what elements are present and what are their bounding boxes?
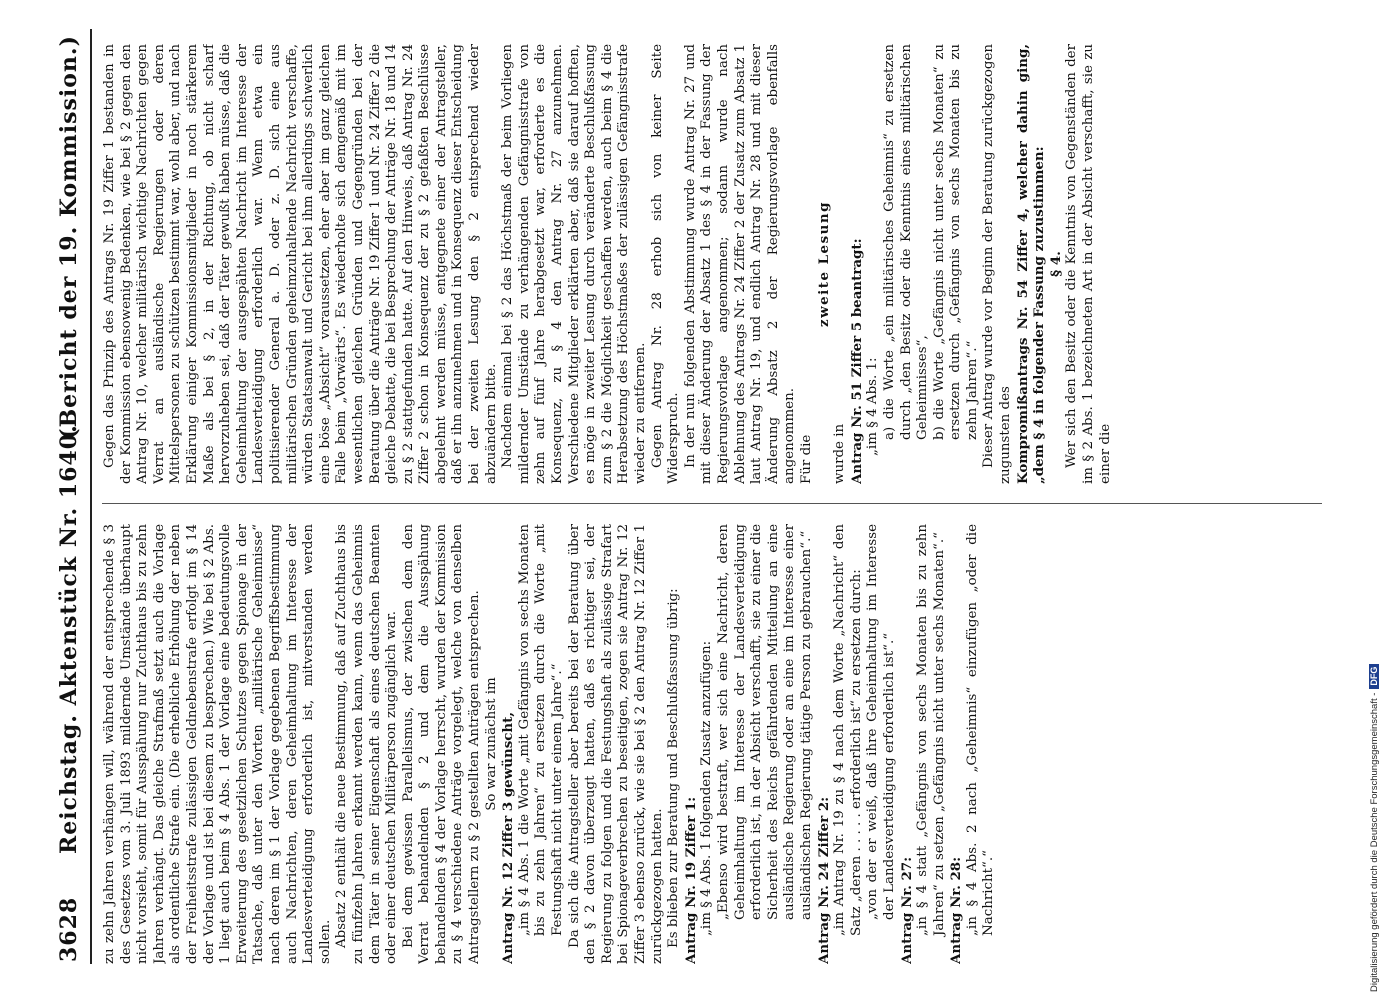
- motion-quote: a) die Worte „ein militärisches Geheimnis“ zu ersetzen durch „den Besitz oder die Kenntnis eines militärischen Geheimnisses“,: [881, 44, 931, 440]
- digitization-text: Digitalisierung gefördert durch die Deutsche Forschungsgemeinschaft -: [1369, 692, 1380, 992]
- paragraph: In der nun folgenden Abstimmung wurde Antrag Nr. 27 und mit dieser Änderung der Absatz 1 des § 4 in der Fassung der Regierungsvorlage angenommen; sodann wurde nach Ablehnung des Antrags Nr. 24 Ziffer 2 der Zusatz zum Absatz 1 laut Antrag Nr. 19, und endlich Antrag Nr. 28 und mit dieser Änderung Absatz 2 der Regierungsvorlage ebenfalls angenommen.: [682, 44, 798, 484]
- paragraph: Wer sich den Besitz oder die Kenntnis von Gegenständen der im § 2 Abs. 1 bezeichneten Art in der Absicht verschafft, sie zu einer die: [1064, 44, 1113, 484]
- motion-heading: Kompromißantrags Nr. 54 Ziffer 4, welcher dahin ging, „dem § 4 in folgender Fassung zuzustimmen:: [1014, 44, 1048, 484]
- paragraph: Es blieben zur Beratung und Beschlußfassung übrig:: [666, 588, 682, 948]
- page-header: [50, 29, 92, 964]
- section-number: § 4.: [1047, 251, 1064, 277]
- dfg-logo: DFG: [1369, 664, 1379, 689]
- motion-heading: Antrag Nr. 28:: [948, 856, 965, 964]
- document-page: [50, 29, 1333, 964]
- section-heading: zweite Lesung: [815, 201, 832, 327]
- motion-heading: Antrag Nr. 12 Ziffer 3 gewünscht,: [500, 712, 517, 964]
- motion-quote: „Ebenso wird bestraft, wer sich eine Nachricht, deren Geheimhaltung im Interesse der Landesverteidigung erforderlich ist, in der Absicht verschafft, sie zu einer die Sicherheit des Reichs gefährdenden Mitteilung an eine ausländische Regierung oder an eine im Interesse einer ausländischen Regierung tätige Person zu gebrauchen“.“: [715, 524, 814, 920]
- paragraph: wurde in: [832, 423, 848, 484]
- motion-quote: „von der er weiß, daß ihre Geheimhaltung im Interesse der Landesverteidigung erforderlich ist“.“: [865, 524, 897, 920]
- column-divider: [102, 503, 1322, 504]
- motion-quote: „im Antrag Nr. 19 zu § 4 nach dem Worte „Nachricht“ den Satz „deren . . . . . erforderlich ist“ zu ersetzen durch:: [832, 524, 864, 936]
- motion-heading: Antrag Nr. 27:: [898, 856, 915, 964]
- paragraph: Für die: [798, 434, 814, 484]
- motion-heading: Antrag Nr. 19 Ziffer 1:: [682, 796, 699, 964]
- motion-heading: Antrag Nr. 51 Ziffer 5 beantragt:: [848, 238, 865, 484]
- paragraph: Gegen Antrag Nr. 28 erhob sich von keiner Seite Widerspruch.: [649, 44, 682, 484]
- digitization-note: [1369, 2, 1381, 992]
- motion-heading: Antrag Nr. 24 Ziffer 2:: [815, 796, 832, 964]
- motion-quote: „im § 4 Abs. 1 folgenden Zusatz anzufügen:: [699, 640, 715, 936]
- paragraph: Da sich die Antragsteller aber bereits bei der Beratung über den § 2 davon überzeugt hatten, daß es richtiger sei, der Regierung zu folgen und die Festungshaft als zulässige Strafart bei Spionageverbrechen zu beseitigen, zogen sie Antrag Nr. 12 Ziffer 3 ebenso zurück, wie sie bei § 2 den Antrag Nr. 12 Ziffer 1 zurückgezogen hatten.: [566, 524, 665, 964]
- paragraph: So war zunächst im: [483, 677, 499, 811]
- left-text-column: [102, 524, 1327, 964]
- paragraph: Nachdem einmal bei § 2 das Höchstmaß der beim Vorliegen mildernder Umstände zu verhängenden Gefängnisstrafe von zehn auf fünf Jahre herabgesetzt war, erforderte es die Konsequenz, zu § 4 den Antrag Nr. 27 anzunehmen. Verschiedene Mitglieder erklärten aber, daß sie darauf hofften, es möge in zweiter Lesung durch veränderte Beschlußfassung zum § 2 die Möglichkeit geschaffen werden, auch beim § 4 die Herabsetzung des Höchstmaßes der zulässigen Gefängnisstrafe wieder zu entfernen.: [500, 44, 648, 484]
- header-right-title: (Bericht der 19. Kommission.): [56, 35, 82, 439]
- motion-quote: „im § 4 Abs. 1 die Worte „mit Gefängnis von sechs Monaten bis zu zehn Jahren“ zu ersetzen durch die Worte „mit Festungshaft nicht unter einem Jahre“.“: [516, 524, 566, 936]
- motion-quote: „im § 4 Abs. 1:: [865, 357, 881, 456]
- paragraph: Dieser Antrag wurde vor Beginn der Beratung zurückgezogen zugunsten des: [981, 44, 1014, 484]
- paragraph: Absatz 2 enthält die neue Bestimmung, daß auf Zuchthaus bis zu fünfzehn Jahren erkannt werden kann, wenn das Geheimnis dem Täter in seiner Eigenschaft als eines deutschen Beamten oder einer deutschen Militärperson zugänglich war.: [334, 524, 400, 964]
- motion-quote: „in § 4 Abs. 2 nach „Geheimnis“ einzufügen „oder die Nachricht“.“: [964, 524, 997, 936]
- paragraph: Gegen das Prinzip des Antrags Nr. 19 Ziffer 1 bestanden in der Kommission ebensowenig Bedenken, wie bei § 2 gegen den Antrag Nr. 10, welcher militärisch wichtige Nachrichten gegen Verrat an ausländische Regierungen oder deren Mittelspersonen zu schützen bestimmt war, wohl aber, und nach Erklärung einiger Kommissionsmitglieder in noch stärkerem Maße als bei § 2, in der Richtung, ob nicht scharf hervorzuheben sei, daß der Täter gewußt haben müsse, daß die Geheimhaltung der ausgespähten Nachricht im Interesse der Landesverteidigung erforderlich war. Wenn etwa ein politisierender General a. D. oder z. D. sich eine aus militärischen Gründen geheimzuhaltende Nachricht verschaffe, würden Staatsanwalt und Gericht bei ihm allerdings schwerlich eine böse „Absicht“ voraussetzen, eher aber im ganz gleichen Falle beim „Vorwärts“. Es wiederholte sich demgemäß mit im wesentlichen gleichen Gründen und Gegengründen bei der Beratung über die Anträge Nr. 19 Ziffer 1 und Nr. 24 Ziffer 2 die gleiche Debatte, die bei Besprechung der Anträge Nr. 18 und 14 zu § 2 stattgefunden hatte. Auf den Hinweis, daß Antrag Nr. 24 Ziffer 2 schon in Konsequenz der zu § 2 gefaßten Beschlüsse abgelehnt werden müsse, entgegnete einer der Antragsteller, daß er ihn anzunehmen und in Konsequenz dieser Entscheidung bei der zweiten Lesung den § 2 entsprechend wieder abzuändern bitte.: [102, 44, 499, 484]
- page-number: 3628: [56, 896, 82, 962]
- header-left-title: Reichstag. Aktenstück Nr. 1640.: [56, 424, 82, 854]
- right-text-column: [102, 44, 1327, 484]
- paragraph: zu zehn Jahren verhängen will, während der entsprechende § 3 des Gesetzes vom 3. Juli 1893 mildernde Umstände überhaupt nicht vorsieht, somit für Ausspähung nur Zuchthaus bis zu zehn Jahren verhängt. Das gleiche Strafmaß setzt auch die Vorlage als ordentliche Strafe ein. (Die erhebliche Erhöhung der neben der Freiheitsstrafe zulässigen Geldnebenstrafe erfolgt im § 14 der Vorlage und ist bei diesem zu besprechen.) Wie bei § 2 Abs. 1 liegt auch beim § 4 Abs. 1 der Vorlage eine bedeutungsvolle Erweiterung des gesetzlichen Schutzes gegen Spionage in der Tatsache, daß unter den Worten „militärische Geheimnisse“ nach deren im § 1 der Vorlage gegebenen Begriffsbestimmung auch Nachrichten, deren Geheimhaltung im Interesse der Landesverteidigung erforderlich ist, mitverstanden werden sollen.: [102, 524, 333, 964]
- motion-quote: „in § 4 statt „Gefängnis von sechs Monaten bis zu zehn Jahren“ zu setzen „Gefängnis nicht unter sechs Monaten“.“: [915, 524, 947, 936]
- paragraph: Bei dem gewissen Parallelismus, der zwischen dem den Verrat behandelnden § 2 und dem die Ausspähung behandelnden § 4 der Vorlage herrscht, wurden der Kommission zu § 4 verschiedene Anträge vorgelegt, welche von denselben Antragstellern zu § 2 gestellten Anträgen entsprechen.: [400, 524, 483, 964]
- motion-quote: b) die Worte „Gefängnis nicht unter sechs Monaten“ zu ersetzen durch „Gefängnis von sechs Monaten bis zu zehn Jahren“.“: [931, 44, 980, 440]
